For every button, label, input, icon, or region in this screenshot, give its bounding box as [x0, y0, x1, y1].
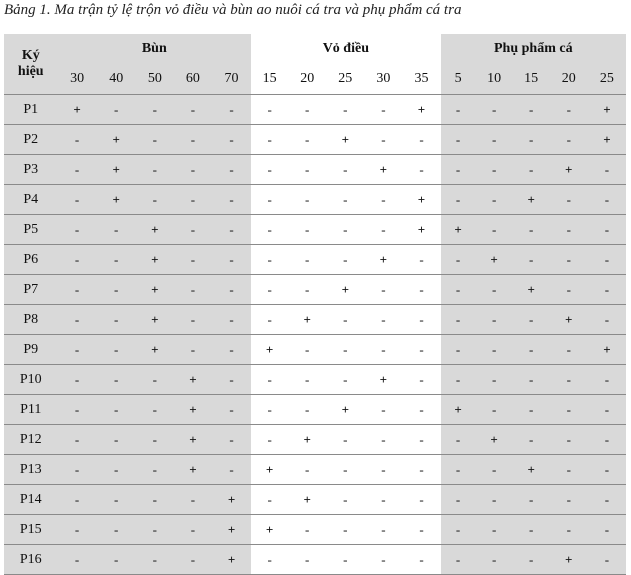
mark-excluded: - — [588, 395, 626, 425]
table-row — [4, 455, 626, 485]
mark-excluded: - — [136, 185, 174, 215]
mark-excluded: - — [326, 425, 364, 455]
mark-excluded: - — [513, 245, 550, 275]
mark-excluded: - — [97, 485, 136, 515]
mark-excluded: - — [326, 485, 364, 515]
mark-excluded: - — [364, 95, 402, 125]
mark-excluded: - — [513, 125, 550, 155]
mark-included: + — [97, 185, 136, 215]
mark-excluded: - — [136, 95, 174, 125]
mark-excluded: - — [326, 215, 364, 245]
mark-excluded: - — [251, 305, 288, 335]
mark-excluded: - — [364, 545, 402, 575]
mark-excluded: - — [136, 485, 174, 515]
mark-excluded: - — [58, 245, 97, 275]
mark-excluded: - — [550, 185, 588, 215]
row-label: P11 — [4, 395, 58, 425]
mark-included: + — [288, 425, 326, 455]
table-row — [4, 425, 626, 455]
mark-excluded: - — [550, 95, 588, 125]
mark-excluded: - — [251, 215, 288, 245]
table-row — [4, 515, 626, 545]
mark-excluded: - — [136, 395, 174, 425]
group-header-vo-dieu: Vỏ điều — [251, 34, 440, 64]
mark-excluded: - — [212, 185, 251, 215]
mark-excluded: - — [136, 545, 174, 575]
mark-included: + — [251, 515, 288, 545]
mark-excluded: - — [288, 125, 326, 155]
row-label: P2 — [4, 125, 58, 155]
group-header-bun: Bùn — [58, 34, 252, 64]
mark-excluded: - — [513, 545, 550, 575]
mark-excluded: - — [513, 335, 550, 365]
mark-excluded: - — [288, 545, 326, 575]
row-label: P13 — [4, 455, 58, 485]
mark-excluded: - — [441, 305, 476, 335]
mark-included: + — [588, 95, 626, 125]
mark-excluded: - — [476, 485, 513, 515]
mark-excluded: - — [288, 365, 326, 395]
mark-excluded: - — [58, 335, 97, 365]
row-label: P14 — [4, 485, 58, 515]
mark-excluded: - — [364, 485, 402, 515]
mark-excluded: - — [513, 485, 550, 515]
mark-excluded: - — [251, 425, 288, 455]
mark-included: + — [476, 245, 513, 275]
mark-excluded: - — [476, 305, 513, 335]
mark-included: + — [251, 455, 288, 485]
mark-excluded: - — [97, 95, 136, 125]
mark-included: + — [136, 275, 174, 305]
mark-excluded: - — [364, 395, 402, 425]
mark-excluded: - — [136, 515, 174, 545]
mark-excluded: - — [588, 545, 626, 575]
level-header: 5 — [441, 64, 476, 95]
mark-excluded: - — [402, 485, 440, 515]
mark-excluded: - — [58, 185, 97, 215]
mark-excluded: - — [136, 455, 174, 485]
mark-excluded: - — [364, 275, 402, 305]
level-header: 60 — [174, 64, 212, 95]
mark-excluded: - — [402, 515, 440, 545]
mark-excluded: - — [174, 335, 212, 365]
mark-excluded: - — [212, 425, 251, 455]
mark-excluded: - — [58, 425, 97, 455]
mark-excluded: - — [513, 515, 550, 545]
mark-included: + — [326, 125, 364, 155]
mark-excluded: - — [588, 305, 626, 335]
mark-included: + — [212, 515, 251, 545]
mark-excluded: - — [58, 515, 97, 545]
mark-included: + — [136, 305, 174, 335]
mark-excluded: - — [402, 155, 440, 185]
mark-included: + — [402, 95, 440, 125]
mark-excluded: - — [441, 155, 476, 185]
table-row — [4, 95, 626, 125]
mark-excluded: - — [513, 425, 550, 455]
mark-included: + — [441, 395, 476, 425]
mark-excluded: - — [288, 275, 326, 305]
mark-excluded: - — [364, 305, 402, 335]
mark-included: + — [58, 95, 97, 125]
mark-included: + — [288, 305, 326, 335]
table-row — [4, 305, 626, 335]
mark-included: + — [288, 485, 326, 515]
mark-excluded: - — [212, 125, 251, 155]
mark-included: + — [588, 335, 626, 365]
mark-excluded: - — [588, 245, 626, 275]
level-header: 25 — [588, 64, 626, 95]
row-label: P4 — [4, 185, 58, 215]
table-row — [4, 335, 626, 365]
row-label: P7 — [4, 275, 58, 305]
mark-included: + — [588, 125, 626, 155]
mark-excluded: - — [550, 455, 588, 485]
mark-excluded: - — [441, 95, 476, 125]
mark-excluded: - — [251, 545, 288, 575]
mark-excluded: - — [58, 155, 97, 185]
mark-excluded: - — [58, 485, 97, 515]
mark-excluded: - — [441, 365, 476, 395]
mark-excluded: - — [212, 275, 251, 305]
mark-excluded: - — [174, 185, 212, 215]
mark-included: + — [364, 365, 402, 395]
mark-excluded: - — [97, 455, 136, 485]
mark-excluded: - — [441, 425, 476, 455]
mark-excluded: - — [326, 545, 364, 575]
mark-excluded: - — [58, 395, 97, 425]
mark-excluded: - — [212, 245, 251, 275]
level-header: 30 — [58, 64, 97, 95]
mark-included: + — [476, 425, 513, 455]
mark-excluded: - — [402, 275, 440, 305]
mark-excluded: - — [441, 545, 476, 575]
header-level-row — [4, 64, 626, 95]
mark-excluded: - — [174, 515, 212, 545]
mark-excluded: - — [251, 245, 288, 275]
mark-included: + — [513, 455, 550, 485]
mark-excluded: - — [174, 125, 212, 155]
mark-excluded: - — [476, 365, 513, 395]
symbol-header — [4, 34, 58, 95]
mark-excluded: - — [251, 275, 288, 305]
mark-excluded: - — [550, 425, 588, 455]
mark-excluded: - — [402, 545, 440, 575]
row-label: P6 — [4, 245, 58, 275]
mark-included: + — [174, 425, 212, 455]
mark-excluded: - — [212, 155, 251, 185]
mark-excluded: - — [288, 215, 326, 245]
mark-excluded: - — [97, 425, 136, 455]
table-row — [4, 215, 626, 245]
row-label: P15 — [4, 515, 58, 545]
mark-excluded: - — [364, 335, 402, 365]
mark-excluded: - — [251, 185, 288, 215]
mark-excluded: - — [588, 425, 626, 455]
mark-excluded: - — [326, 95, 364, 125]
mark-excluded: - — [288, 515, 326, 545]
mark-included: + — [441, 215, 476, 245]
mark-excluded: - — [441, 455, 476, 485]
mark-excluded: - — [364, 125, 402, 155]
level-header: 20 — [550, 64, 588, 95]
mark-excluded: - — [58, 215, 97, 245]
mark-excluded: - — [136, 125, 174, 155]
mark-excluded: - — [588, 515, 626, 545]
mark-excluded: - — [588, 485, 626, 515]
mark-excluded: - — [550, 215, 588, 245]
mark-included: + — [364, 245, 402, 275]
mark-excluded: - — [550, 125, 588, 155]
mark-excluded: - — [513, 155, 550, 185]
row-label: P3 — [4, 155, 58, 185]
mark-excluded: - — [58, 125, 97, 155]
mark-excluded: - — [402, 125, 440, 155]
mark-excluded: - — [212, 215, 251, 245]
table-caption: Bảng 1. Ma trận tỷ lệ trộn vỏ điều và bùn ao nuôi cá tra và phụ phẩm cá tra — [4, 2, 462, 18]
mark-excluded: - — [326, 185, 364, 215]
mark-included: + — [550, 545, 588, 575]
header-group-row — [4, 34, 626, 64]
row-label: P9 — [4, 335, 58, 365]
table-row — [4, 155, 626, 185]
level-header: 35 — [402, 64, 440, 95]
mark-excluded: - — [288, 245, 326, 275]
table-row — [4, 275, 626, 305]
group-header-phu-pham-ca: Phụ phẩm cá — [441, 34, 626, 64]
mark-excluded: - — [364, 185, 402, 215]
mark-excluded: - — [212, 455, 251, 485]
mark-excluded: - — [251, 95, 288, 125]
mark-included: + — [326, 275, 364, 305]
mark-excluded: - — [364, 515, 402, 545]
mark-excluded: - — [550, 365, 588, 395]
table-row — [4, 395, 626, 425]
mark-included: + — [550, 305, 588, 335]
mark-excluded: - — [251, 365, 288, 395]
mark-excluded: - — [476, 95, 513, 125]
mark-excluded: - — [402, 335, 440, 365]
mark-excluded: - — [476, 395, 513, 425]
table-row — [4, 125, 626, 155]
mark-excluded: - — [58, 455, 97, 485]
mark-excluded: - — [174, 245, 212, 275]
mark-included: + — [550, 155, 588, 185]
row-label: P1 — [4, 95, 58, 125]
mark-excluded: - — [326, 245, 364, 275]
mark-excluded: - — [326, 335, 364, 365]
mark-included: + — [174, 365, 212, 395]
mark-excluded: - — [402, 245, 440, 275]
mark-excluded: - — [513, 215, 550, 245]
table-row — [4, 185, 626, 215]
mark-excluded: - — [441, 185, 476, 215]
mark-excluded: - — [251, 485, 288, 515]
mark-excluded: - — [174, 275, 212, 305]
mark-excluded: - — [288, 95, 326, 125]
level-header: 30 — [364, 64, 402, 95]
mark-included: + — [97, 155, 136, 185]
mark-excluded: - — [212, 335, 251, 365]
mark-excluded: - — [513, 305, 550, 335]
symbol-header-line1: Ký — [21, 48, 40, 63]
mark-excluded: - — [476, 545, 513, 575]
mark-included: + — [251, 335, 288, 365]
mark-excluded: - — [212, 305, 251, 335]
mark-included: + — [174, 455, 212, 485]
mark-included: + — [402, 215, 440, 245]
mark-included: + — [212, 485, 251, 515]
mark-excluded: - — [476, 125, 513, 155]
mark-excluded: - — [476, 515, 513, 545]
mark-excluded: - — [402, 395, 440, 425]
level-header: 25 — [326, 64, 364, 95]
mark-excluded: - — [288, 455, 326, 485]
mark-excluded: - — [97, 365, 136, 395]
mark-excluded: - — [364, 425, 402, 455]
table-row — [4, 545, 626, 575]
mark-excluded: - — [476, 335, 513, 365]
mark-excluded: - — [136, 155, 174, 185]
table-body — [4, 95, 626, 575]
mark-excluded: - — [513, 365, 550, 395]
mark-excluded: - — [174, 485, 212, 515]
mark-excluded: - — [550, 275, 588, 305]
mark-excluded: - — [476, 215, 513, 245]
mark-excluded: - — [288, 155, 326, 185]
mark-excluded: - — [97, 245, 136, 275]
level-header: 10 — [476, 64, 513, 95]
table-row — [4, 485, 626, 515]
mark-excluded: - — [212, 365, 251, 395]
mark-included: + — [136, 215, 174, 245]
mark-excluded: - — [97, 215, 136, 245]
mark-excluded: - — [588, 215, 626, 245]
mark-excluded: - — [441, 275, 476, 305]
mark-included: + — [136, 245, 174, 275]
table-row — [4, 245, 626, 275]
mark-excluded: - — [364, 215, 402, 245]
mark-excluded: - — [441, 245, 476, 275]
mark-excluded: - — [588, 455, 626, 485]
mark-excluded: - — [174, 305, 212, 335]
mark-excluded: - — [588, 185, 626, 215]
mark-excluded: - — [58, 545, 97, 575]
row-label: P16 — [4, 545, 58, 575]
mark-excluded: - — [326, 305, 364, 335]
mark-included: + — [174, 395, 212, 425]
level-header: 70 — [212, 64, 251, 95]
mark-excluded: - — [97, 335, 136, 365]
level-header: 50 — [136, 64, 174, 95]
mark-excluded: - — [441, 125, 476, 155]
mark-excluded: - — [251, 395, 288, 425]
mark-excluded: - — [326, 155, 364, 185]
mark-excluded: - — [212, 95, 251, 125]
mark-excluded: - — [174, 95, 212, 125]
mark-included: + — [212, 545, 251, 575]
mark-excluded: - — [513, 395, 550, 425]
mark-excluded: - — [136, 425, 174, 455]
mark-excluded: - — [550, 515, 588, 545]
mark-excluded: - — [97, 395, 136, 425]
mark-excluded: - — [136, 365, 174, 395]
mark-excluded: - — [476, 185, 513, 215]
mark-excluded: - — [58, 305, 97, 335]
mark-excluded: - — [58, 365, 97, 395]
mark-excluded: - — [288, 335, 326, 365]
mark-excluded: - — [251, 155, 288, 185]
mark-excluded: - — [402, 455, 440, 485]
mark-included: + — [513, 275, 550, 305]
mark-excluded: - — [97, 515, 136, 545]
mark-excluded: - — [174, 155, 212, 185]
mark-excluded: - — [58, 275, 97, 305]
mark-excluded: - — [97, 545, 136, 575]
mark-included: + — [402, 185, 440, 215]
level-header: 15 — [513, 64, 550, 95]
mark-excluded: - — [550, 335, 588, 365]
mark-excluded: - — [364, 455, 402, 485]
row-label: P10 — [4, 365, 58, 395]
mark-included: + — [364, 155, 402, 185]
mark-included: + — [326, 395, 364, 425]
mark-excluded: - — [402, 425, 440, 455]
mark-excluded: - — [550, 485, 588, 515]
mark-excluded: - — [402, 305, 440, 335]
row-label: P5 — [4, 215, 58, 245]
table-row — [4, 365, 626, 395]
mark-excluded: - — [476, 155, 513, 185]
mark-excluded: - — [588, 365, 626, 395]
mark-excluded: - — [476, 455, 513, 485]
level-header: 20 — [288, 64, 326, 95]
mark-excluded: - — [97, 305, 136, 335]
mark-included: + — [97, 125, 136, 155]
mark-excluded: - — [441, 515, 476, 545]
mark-excluded: - — [588, 275, 626, 305]
row-label: P12 — [4, 425, 58, 455]
mark-excluded: - — [402, 365, 440, 395]
symbol-header-line2: hiệu — [17, 64, 44, 79]
mark-excluded: - — [550, 245, 588, 275]
mark-excluded: - — [251, 125, 288, 155]
mark-excluded: - — [550, 395, 588, 425]
mark-excluded: - — [441, 335, 476, 365]
mark-excluded: - — [326, 455, 364, 485]
mix-ratio-table — [4, 34, 626, 575]
mark-excluded: - — [326, 365, 364, 395]
mark-excluded: - — [288, 185, 326, 215]
mark-excluded: - — [476, 275, 513, 305]
mark-excluded: - — [212, 395, 251, 425]
mark-excluded: - — [97, 275, 136, 305]
mark-excluded: - — [326, 515, 364, 545]
mark-excluded: - — [174, 215, 212, 245]
level-header: 40 — [97, 64, 136, 95]
mark-included: + — [136, 335, 174, 365]
row-label: P8 — [4, 305, 58, 335]
mark-excluded: - — [288, 395, 326, 425]
mark-excluded: - — [174, 545, 212, 575]
mark-excluded: - — [441, 485, 476, 515]
mark-excluded: - — [588, 155, 626, 185]
mark-included: + — [513, 185, 550, 215]
level-header: 15 — [251, 64, 288, 95]
mark-excluded: - — [513, 95, 550, 125]
